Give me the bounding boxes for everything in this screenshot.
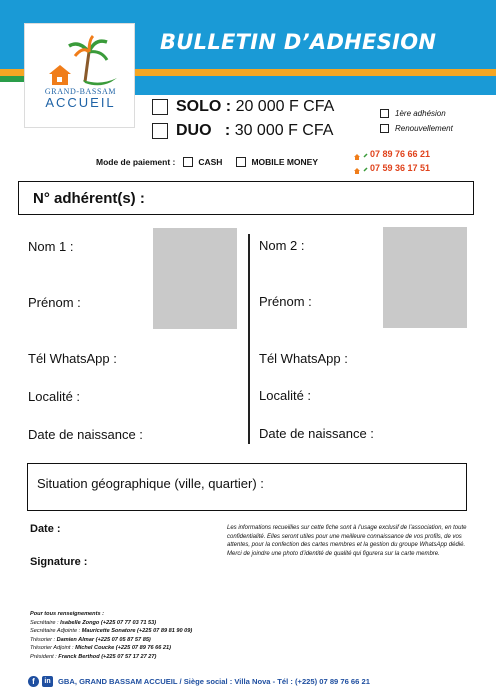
contact-detail: Damien Almar (+225 07 05 87 57 85) [56, 636, 151, 643]
person2-nom-label: Nom 2 : [259, 238, 305, 253]
plan-solo-price: 20 000 F CFA [235, 98, 335, 115]
signature-label: Signature : [30, 556, 88, 568]
person1-nom-label: Nom 1 : [28, 239, 74, 254]
footer [28, 676, 370, 687]
phone-2: 07 59 36 17 51 [370, 163, 431, 173]
mobile-money-label: MOBILE MONEY [251, 157, 319, 167]
cash-checkbox[interactable] [183, 157, 193, 167]
person2-localite-label: Localité : [259, 388, 312, 403]
plan-duo-name: DUO [176, 122, 212, 139]
plan-solo[interactable] [152, 98, 334, 116]
header-band-lower [135, 76, 496, 95]
contact-role: Trésorier : [30, 636, 57, 643]
first-membership-label: 1ère adhésion [395, 109, 446, 118]
person2-naissance-label: Date de naissance : [259, 426, 374, 441]
privacy-disclaimer: Les informations recueillies sur cette fiche sont à l’usage exclusif de l’association, en toute confidentialité. Elles seront utiles pour une meilleure connaissance de vos profils, de vos attentes, pour la confection des cartes membres et la gestion du groupe WhatsApp dédié. Merci de joindre une photo d’identité de qualité qui figurera sur la carte membre. [227, 525, 467, 557]
logo [24, 23, 135, 128]
member-number-label: N° adhérent(s) : [33, 190, 145, 207]
plan-duo-checkbox[interactable] [152, 123, 168, 139]
person1-tel-label: Tél WhatsApp : [28, 351, 117, 366]
contact-role: Secrétaire Adjointe : [30, 628, 82, 634]
member-number-box[interactable] [18, 181, 474, 215]
geo-location-box[interactable] [27, 463, 467, 511]
mini-logo-icon [348, 145, 370, 177]
plan-duo-price: 30 000 F CFA [234, 122, 334, 139]
person2-photo [383, 227, 467, 328]
person2-prenom-label: Prénom : [259, 294, 312, 309]
geo-location-label: Situation géographique (ville, quartier) : [37, 476, 264, 491]
phone-1: 07 89 76 66 21 [370, 149, 431, 159]
plan-duo-colon: : [224, 122, 231, 139]
plan-solo-name: SOLO : [176, 98, 232, 115]
facebook-icon[interactable]: f [28, 676, 39, 687]
contact-role: Président : [30, 653, 59, 660]
renewal-option[interactable] [380, 124, 453, 133]
footer-text: GBA, GRAND BASSAM ACCUEIL / Siège social : Villa Nova - Tél : (+225) 07 89 76 66 21 [58, 677, 370, 686]
contact-heading: Pour tous renseignements : [30, 611, 104, 617]
renewal-checkbox[interactable] [380, 124, 389, 133]
contact-detail: Mauricette Sonatore (+225 07 89 81 90 09) [81, 628, 193, 634]
date-label: Date : [30, 523, 61, 535]
contact-detail: Isabelle Zongo (+225 07 77 03 71 53) [60, 619, 157, 626]
linkedin-icon[interactable]: in [42, 676, 53, 687]
cash-label: CASH [198, 157, 223, 167]
person1-prenom-label: Prénom : [28, 295, 81, 310]
phone-contacts [346, 145, 470, 177]
payment-mode [96, 157, 324, 167]
first-membership-checkbox[interactable] [380, 109, 389, 118]
page-title: BULLETIN D’ADHESION [160, 30, 437, 54]
contact-row [30, 644, 192, 653]
first-membership-option[interactable] [380, 109, 446, 118]
palm-hut-logo-icon [45, 34, 117, 89]
contact-row [30, 627, 192, 636]
logo-text-bottom: ACCUEIL [45, 95, 116, 110]
column-divider [248, 234, 250, 444]
contact-detail: Michel Coucke (+225 07 89 76 66 21) [75, 645, 172, 651]
plan-solo-checkbox[interactable] [152, 99, 168, 115]
renewal-label: Renouvellement [395, 124, 453, 133]
person2-tel-label: Tél WhatsApp : [259, 351, 348, 366]
contact-list [30, 610, 192, 661]
contact-row [30, 636, 192, 645]
contact-row [30, 619, 192, 628]
person1-photo [153, 228, 237, 329]
contact-detail: Franck Berthod (+225 07 57 17 27 27) [58, 653, 157, 660]
contact-role: Secrétaire : [30, 619, 61, 626]
logo-text-top: GRAND-BASSAM [44, 87, 117, 96]
contact-row [30, 653, 192, 662]
plan-duo[interactable] [152, 122, 333, 140]
contact-role: Trésorier Adjoint : [30, 645, 76, 651]
person1-localite-label: Localité : [28, 389, 81, 404]
payment-label: Mode de paiement : [96, 157, 176, 167]
mobile-money-checkbox[interactable] [236, 157, 246, 167]
person1-naissance-label: Date de naissance : [28, 427, 143, 442]
